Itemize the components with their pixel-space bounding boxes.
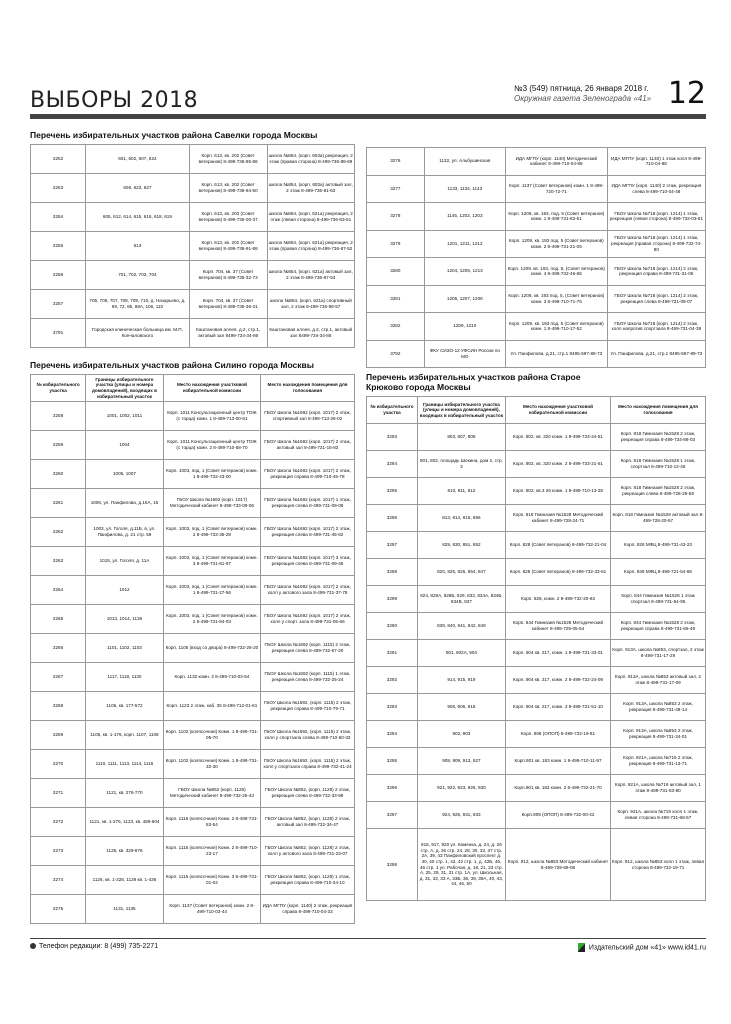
- table-cell: 1101, 1102, 1103: [86, 634, 164, 663]
- table-cell: Корп. 1003, под. 1 (Совет ветеранов) комн. 1 8-499-732-43-00: [163, 460, 260, 489]
- table-cell: школа №854, (корп. 603а) актовый зал, 2 этаж 8-499-736-81-63: [267, 174, 355, 203]
- table-cell: ИДА МГПУ (корп. 1140) 1 этаж холл 8-499-710-04-88: [607, 148, 705, 176]
- table-row: [367, 721, 706, 748]
- table-cell: Корп. 921А, школа №719 2 этаж, рекреация 8-499-731-13-71: [611, 748, 706, 775]
- table-cell: школа №854, (корп. 621а) спортивный зал, 2 этаж 8-499-736-88-57: [267, 290, 355, 319]
- table-cell: Корп. 921А, школа №719 актовый зал, 1 этаж 8-499-731-53-80: [611, 775, 706, 802]
- table-cell: 3267: [31, 663, 86, 692]
- table-cell: 1209, 1210: [424, 313, 505, 341]
- table-cell: 3792: [367, 340, 425, 368]
- table-cell: 3257: [31, 290, 86, 319]
- table-cell: Ул. Панфилова, д.21, стр.1 8495-597-89-73: [607, 340, 705, 368]
- table-row: [367, 775, 706, 802]
- table-cell: Городская клиническая больница им. М.П. Кончаловского: [86, 319, 190, 348]
- page-header: [30, 70, 706, 120]
- table-cell: Корп. 1209, кв. 193 под. 5 (Совет ветеранов) комн. 2 8-499-731-21-05: [505, 230, 607, 258]
- table-cell: 3275: [31, 895, 86, 924]
- table-cell: Корп. 828 (Совет ветеранов) 8-499-732-21-04: [505, 532, 610, 559]
- kryukovo-block: [366, 372, 706, 901]
- table-cell: школа №854, (корп. 603а) рекреация, 2 этаж (правая сторона) 8-499-736-88-69: [267, 145, 355, 174]
- table-cell: 924, 925, 931, 933: [417, 802, 505, 829]
- table-cell: 3268: [31, 692, 86, 721]
- table-cell: Корп. 913А, школа №853 2 этаж, рекреация 8-499-731-34-01: [611, 721, 706, 748]
- table-cell: Корп. 828, комн. 2 8-499-732-20-63: [505, 586, 610, 613]
- table-row: [367, 559, 706, 586]
- table-cell: Корп. 818 Гимназия №1528 2 этаж, рекреация слева 8-499-728-29-59: [611, 478, 706, 505]
- table-cell: 3282: [367, 313, 425, 341]
- issue-info: [514, 84, 654, 104]
- table-cell: 801, 802, площадь Шокина, дом 2, стр. 3: [417, 451, 505, 478]
- table-cell: ГБОУ Школа №1692 (корп. 1115) 1 этаж, рекреация слева 8-499-732-25-24: [261, 663, 355, 692]
- table-cell: 914, 915, 919: [417, 667, 505, 694]
- table-cell: 829, 830, 851, 852: [417, 532, 505, 559]
- table-cell: Корп. 1116 (колясочная) Комн. 2 8-499-710-23-17: [163, 837, 260, 866]
- table-cell: Корп. 704, кв. 37 (Совет ветеранов) 8-499-735-32-73: [189, 261, 267, 290]
- table-cell: 905, 906, 918: [417, 694, 505, 721]
- table-row: [367, 802, 706, 829]
- table-cell: 3278: [367, 203, 425, 231]
- savelki-title: Перечень избирательных участков района Савелки города Москвы: [30, 130, 318, 140]
- table-cell: 1131, 1135: [86, 895, 164, 924]
- table-row: [31, 547, 355, 576]
- table-cell: Корп. 904 кв. 217, комн. 2 8-499-732-24-09: [505, 667, 610, 694]
- table-cell: 1005, 1007: [86, 460, 164, 489]
- table-row: [31, 605, 355, 634]
- page-footer: [30, 938, 706, 959]
- table-cell: Корп. 1003, под. 1 (Совет ветеранов) комн. 1 8-499-731-27-56: [163, 576, 260, 605]
- table-cell: 1004: [86, 431, 164, 460]
- table-cell: 1012: [86, 576, 164, 605]
- table-row: [31, 431, 355, 460]
- table-row: [367, 640, 706, 667]
- publisher-logo-icon: [578, 943, 585, 952]
- table-cell: Корп. 802, кв. 320 комн. 2 8-499-733-21-51: [505, 451, 610, 478]
- table-cell: ГБОУ Школа №1692 (корп. 1115) 2 этаж, рекреация слева 8-499-732-57-20: [261, 634, 355, 663]
- table-cell: 1145, 1202, 1203: [424, 203, 505, 231]
- table-cell: 3299: [367, 586, 418, 613]
- table-cell: 1001, 1002, 1011: [86, 402, 164, 431]
- table-cell: Корп. 1003, под. 1 (Совет ветеранов) комн. 2 8-499-733-35-28: [163, 518, 260, 547]
- table-cell: 908, 909, 913, 927: [417, 748, 505, 775]
- table-cell: ИДА МГПУ (корп. 1140) 2 этаж, рекреация справа 8-499-710-04-33: [261, 895, 355, 924]
- table-cell: 3295: [367, 748, 418, 775]
- table-cell: 1015, ул. Гоголя, д. 11А: [86, 547, 164, 576]
- table-cell: Каштановая аллея, д.2, стр.1, актовый зал 8499-734-34-86: [267, 319, 355, 348]
- table-row: [31, 489, 355, 518]
- table-row: [367, 478, 706, 505]
- table-cell: 921, 922, 923, 926, 930: [417, 775, 505, 802]
- table-row: [367, 175, 706, 203]
- table-cell: 1126, кв. 1-328, 1129 кв. 1-436: [86, 866, 164, 895]
- table-cell: Корп.901 кв. 183 комн. 1 8-499-710-11-97: [505, 748, 610, 775]
- table-row: [31, 779, 355, 808]
- column-header: Место нахождения помещения для голосования: [261, 375, 355, 402]
- table-cell: Корп. 913А, школа №853, спортзал, 2 этаж 8-499-731-17-29: [611, 640, 706, 667]
- footer-phone: [30, 943, 158, 950]
- table-cell: Корп. 904 кв. 217, комн. 3 8-499-731-51-10: [505, 694, 610, 721]
- table-cell: Корп. 1132 комн. 2 8-499-710-03-54: [163, 663, 260, 692]
- table-cell: ГБОУ Школа №1692 (корп. 1017) Методический кабинет 8-499-733-09-06: [163, 489, 260, 518]
- silino-title: Перечень избирательных участков района Силино города Москвы: [30, 360, 314, 370]
- table-cell: Корп. 1116 (колясочная) Комн. 3 8-499-731-01-02: [163, 866, 260, 895]
- table-cell: Корп. 1105 (вход со двора) 8-499-732-26-20: [163, 634, 260, 663]
- silino-block: [30, 360, 355, 924]
- table-cell: 3293: [367, 424, 418, 451]
- table-row: [367, 829, 706, 901]
- table-cell: Корп. 1011 Консультационный центр ТОЖ (с торца) комн. 1 8-499-713-00-61: [163, 402, 260, 431]
- table-row: [367, 694, 706, 721]
- table-row: [31, 663, 355, 692]
- column-header: Границы избирательного участка (улицы и номера домовладений), входящих в избирательный участок: [86, 375, 164, 402]
- table-cell: 3255: [31, 232, 86, 261]
- table-cell: 1013, 1014, 1136: [86, 605, 164, 634]
- table-row: [367, 748, 706, 775]
- table-row: [31, 290, 355, 319]
- table-cell: 1106, кв. 177-572: [86, 692, 164, 721]
- column-header: Место нахождения участковой избирательной комиссии: [505, 397, 610, 424]
- table-cell: школа №854, (корп. 621а) актовый зал, 2 этаж 8-499-736-87-53: [267, 261, 355, 290]
- table-cell: Ул. Панфилова, д.21, стр.1 8495-597-89-73: [505, 340, 607, 368]
- table-row: [367, 505, 706, 532]
- table-cell: 3271: [31, 779, 86, 808]
- table-cell: 902, 903: [417, 721, 505, 748]
- table-cell: Корп. 613, кв. 202 (Совет ветеранов) 8-499-736-94-50: [189, 174, 267, 203]
- footer-publisher: [578, 943, 706, 952]
- table-row: [31, 895, 355, 924]
- table-cell: Корп. 802, кв.3 26 комн. 1 8-499-710-13-28: [505, 478, 610, 505]
- table-cell: Корп. 904 кв. 217, комн. 1 8-499-731-33-01: [505, 640, 610, 667]
- table-cell: ГБОУ Школа №1692 (корп. 1017) 2 этаж, рекреация справа 8-499-710-45-78: [261, 460, 355, 489]
- table-cell: 3260: [31, 460, 86, 489]
- table-cell: 705, 706, 707, 708, 709, 710, д. Назарьево, д. 69, 72, 85, 88А, 106, 110: [86, 290, 190, 319]
- table-cell: Корп. 1137 (Совет ветеранов) комн. 2 8-499-710-03-44: [163, 895, 260, 924]
- table-cell: 3258: [31, 402, 86, 431]
- section-title: ВЫБОРЫ 2018: [30, 88, 199, 113]
- table-cell: Корп. 921А, школа №719 холл 1 этаж, левая сторона 8-499-731-68-57: [611, 802, 706, 829]
- table-cell: ИДА МГПУ (корп. 1140) Методический кабинет 8-499-710-04-88: [505, 148, 607, 176]
- table-cell: 3261: [31, 489, 86, 518]
- table-row: [31, 319, 355, 348]
- table-cell: 3296: [367, 775, 418, 802]
- table-row: [31, 402, 355, 431]
- table-cell: Корп. 844 Гимназия №1528 1 этаж спортзал 8-499-731-54-95: [611, 586, 706, 613]
- table-cell: Корп. 802, кв. 320 комн. 1 8-499-733-24-51: [505, 424, 610, 451]
- table-row: [31, 145, 355, 174]
- table-row: [367, 203, 706, 231]
- table-row: [367, 667, 706, 694]
- table-cell: 1117, 1118, 1130: [86, 663, 164, 692]
- table-cell: Корп. 1209, кв. 193 под. 5 (Совет ветеранов) комн. 1 8-499-710-17-52: [505, 313, 607, 341]
- table-cell: ГБОУ Школа №718 (корп. 1214) 2 этаж, холл напротив спортзала 8-499-731-04-39: [607, 313, 705, 341]
- table-cell: 3276: [367, 148, 425, 176]
- table-cell: 3253: [31, 174, 86, 203]
- table-row: [367, 148, 706, 176]
- table-cell: 810, 811, 812: [417, 478, 505, 505]
- table-cell: Корп. 1102 (колясочная) Комн. 1 8-499-731-32-30: [163, 750, 260, 779]
- table-cell: 3262: [31, 518, 86, 547]
- table-row: [31, 460, 355, 489]
- table-cell: 803, 807, 808: [417, 424, 505, 451]
- table-cell: 1201, 1211, 1212: [424, 230, 505, 258]
- table-cell: 3290: [367, 613, 418, 640]
- table-cell: ГБОУ Школа №852, (корп. 1128) 1 этаж, рекреация справа 8-499-710-34-10: [261, 866, 355, 895]
- table-cell: Корп. 912, школа №853 холл 1 этаж, левая сторона 8-499-732-19-71: [611, 829, 706, 901]
- table-cell: 3294: [367, 451, 418, 478]
- table-cell: 3265: [31, 605, 86, 634]
- table-cell: 839, 840, 841, 842, 849: [417, 613, 505, 640]
- table-row: [367, 313, 706, 341]
- table-cell: 3293: [367, 694, 418, 721]
- table-cell: 3263: [31, 547, 86, 576]
- column-header: Границы избирательного участка (улицы и номера домовладений), входящих в избирательный участок: [417, 397, 505, 424]
- column-header: Место нахождения помещения для голосования: [611, 397, 706, 424]
- table-cell: ГБОУ Школа №852, (корп. 1128) 2 этаж, актовый зал 8-499-732-34-47: [261, 808, 355, 837]
- savelki-block: [30, 130, 355, 348]
- savelki-table: [30, 144, 355, 348]
- table-row: [367, 340, 706, 368]
- table-cell: 3791: [31, 319, 86, 348]
- table-cell: 1110, 1111, 1113, 1114, 1116: [86, 750, 164, 779]
- table-cell: ГБОУ Школа №1692 (корп. 1017) 1 этаж, рекреация слева 8-499-731-09-06: [261, 489, 355, 518]
- footer-phone-text: Телефон редакции: 8 (499) 735-2271: [39, 943, 159, 950]
- table-cell: ИДА МГПУ (корп. 1140) 2 этаж, рекреация слева 8-499-710-04-48: [607, 175, 705, 203]
- table-cell: ГБОУ Школа №1692 (корп. 1017) 3 этаж, рекреация слева 8-499-731-09-48: [261, 547, 355, 576]
- table-cell: 3252: [31, 145, 86, 174]
- table-cell: 1006, ул. Панфилова, д.15А, 15: [86, 489, 164, 518]
- table-cell: 3279: [367, 230, 425, 258]
- table-row: [31, 866, 355, 895]
- table-cell: 1003, ул. Гоголя, д.11Б, в, ул. Панфилова, д. 21 стр. 59: [86, 518, 164, 547]
- silino-table: [30, 374, 355, 924]
- table-cell: 3270: [31, 750, 86, 779]
- table-cell: 1133, 1134, 1143: [424, 175, 505, 203]
- table-cell: 3259: [31, 431, 86, 460]
- table-cell: 3297: [367, 532, 418, 559]
- table-cell: 824, 828А, 828Б, 829, 833, 834А, 834Б, 834В, 837: [417, 586, 505, 613]
- table-cell: 3298: [367, 829, 418, 901]
- phone-icon: [30, 943, 36, 949]
- table-cell: Корп. 912, школа №853 Методический кабинет 8-499-729-69-08: [505, 829, 610, 901]
- table-cell: 1132, ул. Альбушинская: [424, 148, 505, 176]
- table-cell: 3269: [31, 721, 86, 750]
- table-row: [31, 634, 355, 663]
- table-cell: Корп. 704, кв. 37 (Совет ветеранов) 8-499-735-36-31: [189, 290, 267, 319]
- table-cell: 820, 825, 826, 854, 847: [417, 559, 505, 586]
- page-number: 12: [667, 76, 706, 111]
- table-cell: Корп. 1209, кв. 193, под. 5, (Совет ветеранов) комн. 4 8-499-732-46-65: [505, 258, 607, 286]
- table-cell: школа №854, (корп. 621а) рекреация, 2 этаж (правая сторона) 8-499-736-87-52: [267, 232, 355, 261]
- table-cell: 1121, кв. 1-275, 1123, кв. 489-604: [86, 808, 164, 837]
- table-cell: Корп. 1003, под. 1 (Совет ветеранов) комн. 3 8-499-731-81-97: [163, 547, 260, 576]
- table-cell: Корп. 1209, кв. 193 под. 5, (Совет ветеранов) комн. 3 8-499-710-71-75: [505, 285, 607, 313]
- table-cell: ГБОУ Школа №718 (корп. 1214) 1 этаж, рекреация (левая сторона) 8-499-732-03-51: [607, 203, 705, 231]
- table-cell: 3295: [367, 478, 418, 505]
- table-cell: 3272: [31, 808, 86, 837]
- table-cell: 613: [86, 232, 190, 261]
- table-cell: 1126, кв. 329-876: [86, 837, 164, 866]
- table-cell: Корп. 908 (ОПОП) 8-499-732-19-81: [505, 721, 610, 748]
- table-cell: 3266: [31, 634, 86, 663]
- table-cell: ГБОУ Школа №718 (корп. 1214) 2 этаж, рекреация справа 8-499-731-31-05: [607, 258, 705, 286]
- table-cell: Корп. 1137 (Совет ветеранов) комн. 1 8-499-720-72-71: [505, 175, 607, 203]
- table-cell: Корп. 613, кв. 203 (Совет ветеранов) 8-499-736-00-37: [189, 203, 267, 232]
- kryukovo-title: Перечень избирательных участков района Старое Крюково города Москвы: [366, 372, 581, 392]
- column-header: Место нахождения участковой избирательной комиссии: [163, 375, 260, 402]
- table-cell: 1106, кв. 1-176, корп. 1107, 1108: [86, 721, 164, 750]
- table-row: [367, 451, 706, 478]
- table-cell: Корп. 913А, школа №853 2 этаж, рекреация 8-499-731-48-14: [611, 694, 706, 721]
- table-cell: 3281: [367, 285, 425, 313]
- table-cell: Корп. 818 Гимназия №1528 актовый зал 8-499-728-20-57: [611, 505, 706, 532]
- table-cell: 3274: [31, 866, 86, 895]
- table-row: [31, 518, 355, 547]
- table-cell: Каштановая аллея, д.2, стр.1, актовый зал 8499-734-34-86: [189, 319, 267, 348]
- table-cell: 601, 602, 607, 624: [86, 145, 190, 174]
- table-row: [31, 232, 355, 261]
- table-row: [31, 174, 355, 203]
- table-cell: Корп. 613, кв. 202 (Совет ветеранов) 8-499-736-91-88: [189, 232, 267, 261]
- table-row: [367, 285, 706, 313]
- table-cell: Корп. 844 Гимназия №1528 2 этаж, рекреация справа 8-499-731-65-49: [611, 613, 706, 640]
- table-cell: ГБОУ Школа №718 (корп. 1214) 1 этаж, рекреация (правая сторона) 8-499-732-74-80: [607, 230, 705, 258]
- table-row: [367, 230, 706, 258]
- column-header: № избирательного участка: [367, 397, 418, 424]
- table-cell: 3280: [367, 258, 425, 286]
- table-cell: Корп.901 кв. 183 комн. 2 8-499-732-21-70: [505, 775, 610, 802]
- table-cell: 605, 612, 614, 615, 616, 618, 619: [86, 203, 190, 232]
- table-cell: ГБОУ Школа №852, (корп. 1128) 2 этаж, холл у актового зала 8-499-731-23-07: [261, 837, 355, 866]
- table-cell: ГБОУ Школа №1692, (корп. 1115) 2 этаж, рекреация справа 8-499-710-79-71: [261, 692, 355, 721]
- table-row: [31, 721, 355, 750]
- table-cell: ГБОУ Школа №852, (корп. 1128) 2 этаж, рекреация слева 8-499-732-33-88: [261, 779, 355, 808]
- table-row: [367, 532, 706, 559]
- table-cell: 3273: [31, 837, 86, 866]
- table-cell: Корп. 818 Гимназия №1528 Методический кабинет 8-499-728-24-71: [505, 505, 610, 532]
- table-row: [31, 837, 355, 866]
- table-cell: 3256: [31, 261, 86, 290]
- table-cell: Корп. 818 Гимназия №1528 2 этаж, рекреация справа 8-499-734-88-03: [611, 424, 706, 451]
- table-row: [367, 424, 706, 451]
- table-cell: 3297: [367, 802, 418, 829]
- paper-name: Окружная газета Зеленограда «41»: [514, 94, 652, 103]
- table-cell: Корп. 913А, школа №853 актовый зал, 2 этаж 8-499-731-17-09: [611, 667, 706, 694]
- table-cell: ГБОУ Школа №1692 (корп. 1017) 2 этаж, рекреация слева 8-499-731-45-62: [261, 518, 355, 547]
- table-cell: Корп.909 (ОПОП) 8-499-732-00-42: [505, 802, 610, 829]
- table-cell: 608, 623, 627: [86, 174, 190, 203]
- table-cell: Корп. 844 Гимназия №1528 Методический кабинет 8-499-729-05-54: [505, 613, 610, 640]
- table-cell: 3292: [367, 667, 418, 694]
- table-row: [31, 576, 355, 605]
- table-cell: Корп. 1011 Консультационный центр ТОЖ (с торца) комн. 2 8-499-710-58-70: [163, 431, 260, 460]
- table-cell: ГБОУ Школа №1692, (корп. 1115) 2 этаж, холл у спортзала справа 8-499-732-41-24: [261, 750, 355, 779]
- table-cell: ГБОУ Школа №1692 (корп. 1017) 2 этаж, актовый зал 8-499-731-15-83: [261, 431, 355, 460]
- table-cell: Корп. 1116 (колясочная) Комн. 2 8-499-731-83-54: [163, 808, 260, 837]
- table-cell: 1204, 1205, 1213: [424, 258, 505, 286]
- table-cell: 3254: [31, 203, 86, 232]
- table-cell: 701, 702, 703, 704: [86, 261, 190, 290]
- table-cell: 901, 902А, 904: [417, 640, 505, 667]
- table-cell: 916, 917, 920 ул. Каменка, д. 24, д. 26 стр. А, д. 26 стр. 24, 28, 30, 33, 37 стр. 2А, 39, 43 Панфиловский проспект д. 40, 40 стр. 1, 42, 42 стр. 1, д. 42Б, 46, 46 стр. 1 ул. Рабочая, д. 18, 21, 23 стр. А, 25, 29, 31, 31 стр. 1А, ул. Школьная, д. 31, 33, 33 А, 33Б, 35, 39, 39А, 40, 43, 44, 46, 50: [417, 829, 505, 901]
- table-cell: ГБОУ Школа №1692, (корп. 1115) 2 этаж, холл у спортзала слева 8-499-710-50-33: [261, 721, 355, 750]
- table-cell: ГБОУ Школа №718 (корп. 1214) 2 этаж, рекреация слева 8-499-731-08-07: [607, 285, 705, 313]
- table-cell: 813, 814, 815, 856: [417, 505, 505, 532]
- table-cell: 3277: [367, 175, 425, 203]
- silino-continued-table: [366, 147, 706, 368]
- table-cell: Корп. 828 МФЦ 8-499-731-43-23: [611, 532, 706, 559]
- table-cell: 3264: [31, 576, 86, 605]
- table-cell: Корп. 1209, кв. 193, под. 5 (Совет ветеранов) комн. 1 8-499-731-82-51: [505, 203, 607, 231]
- table-cell: Корп. 818 Гимназия №1528 1 этаж, спортзал 8-499-710-12-45: [611, 451, 706, 478]
- table-cell: 1205, 1207, 1208: [424, 285, 505, 313]
- table-cell: Корп. 828 (Совет ветеранов) 8-499-732-33-61: [505, 559, 610, 586]
- table-row: [31, 261, 355, 290]
- silino-continued-block: [366, 147, 706, 368]
- column-header: № избирательного участка: [31, 375, 86, 402]
- table-cell: Корп. 839 МФЦ 8-499-721-54-86: [611, 559, 706, 586]
- table-row: [367, 613, 706, 640]
- table-cell: Корп. 1123 2 этаж, каб. 35 8-499-712-01-81: [163, 692, 260, 721]
- table-cell: Корп. 1102 (колясочная) Комн. 1 8-499-731-05-70: [163, 721, 260, 750]
- table-row: [31, 692, 355, 721]
- kryukovo-table: [366, 396, 706, 901]
- table-cell: Корп. 1003, под. 1 (Совет ветеранов) комн. 2 8-499-731-84-03: [163, 605, 260, 634]
- issue-number: №3 (549) пятница, 26 января 2018 г.: [514, 84, 649, 93]
- table-cell: 3294: [367, 721, 418, 748]
- table-cell: ГБОУ Школа №1692 (корп. 1017) 2 этаж, холл у актового зала 8-499-731-37-78: [261, 576, 355, 605]
- table-cell: 3296: [367, 505, 418, 532]
- table-cell: ГБОУ Школа №852 (корп. 1128) Методический кабинет 8-499-732-25-43: [163, 779, 260, 808]
- table-cell: ГБОУ Школа №1692 (корп. 1017) 2 этаж, холл у спорт. зала 8-499-731-05-66: [261, 605, 355, 634]
- table-cell: ФКУ СИЗО-12 УФСИН России по МО: [424, 340, 505, 368]
- table-cell: 3291: [367, 640, 418, 667]
- table-cell: Корп. 613, кв. 202 (Совет ветеранов) 8-499-736-85-86: [189, 145, 267, 174]
- table-cell: 3298: [367, 559, 418, 586]
- footer-publisher-text: Издательский дом «41» www.id41.ru: [588, 944, 706, 952]
- table-row: [31, 203, 355, 232]
- table-cell: школа №854, (корп. 621а) рекреация, 2 этаж (левая сторона) 8-499-736-83-51: [267, 203, 355, 232]
- table-row: [31, 750, 355, 779]
- table-row: [367, 258, 706, 286]
- table-row: [367, 586, 706, 613]
- table-cell: 1121, кв. 276-770: [86, 779, 164, 808]
- table-row: [31, 808, 355, 837]
- header-rule: [30, 114, 706, 119]
- table-cell: ГБОУ Школа №1692 (корп. 1017) 2 этаж, спортивный зал 8-499-713-28-02: [261, 402, 355, 431]
